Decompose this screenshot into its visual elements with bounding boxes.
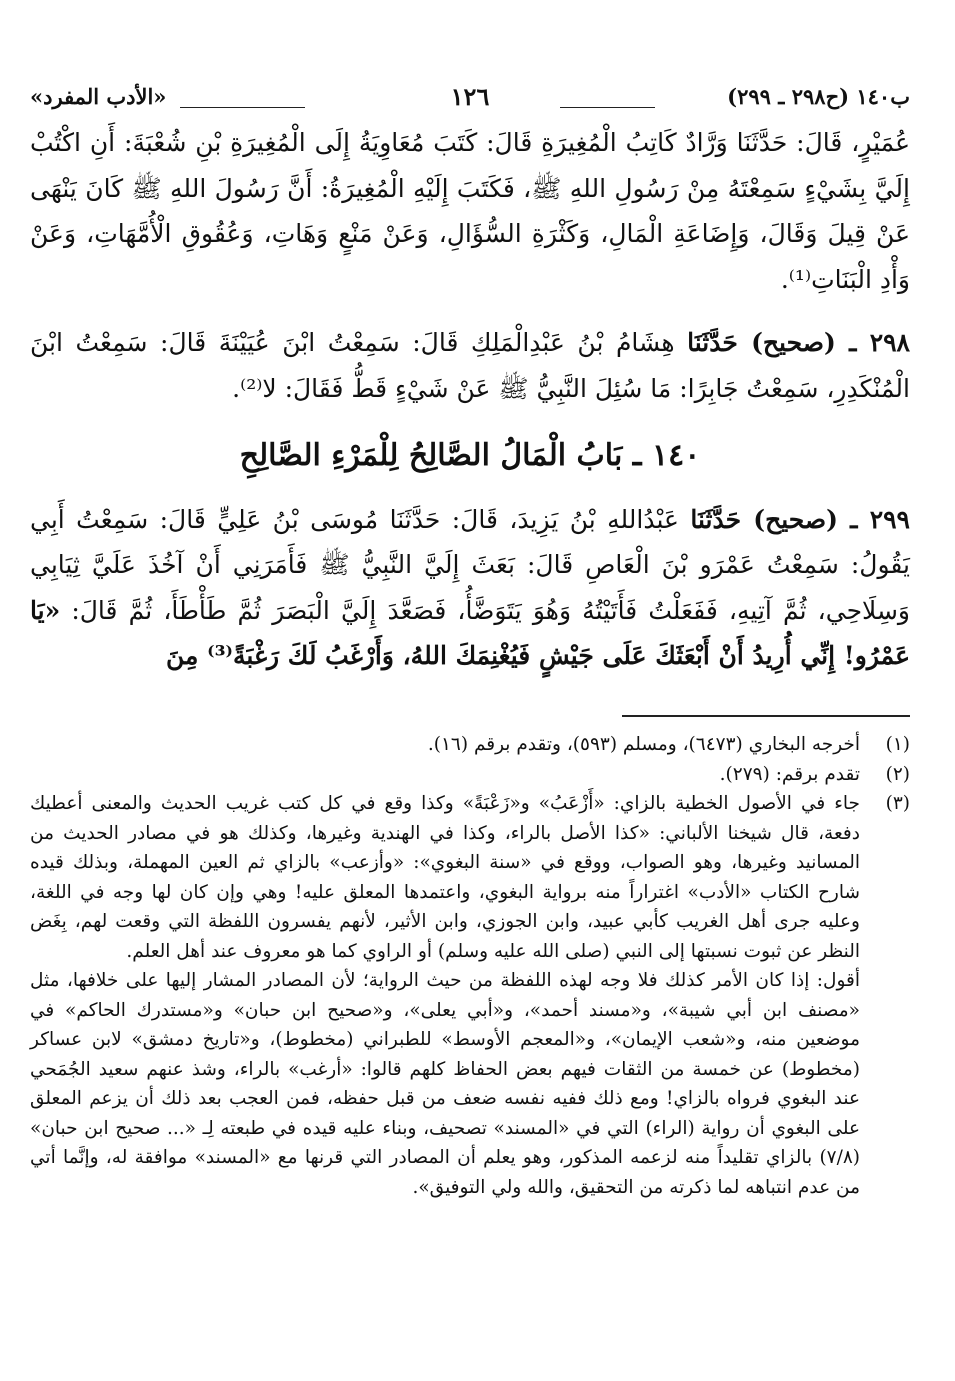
header-rule-left	[180, 107, 305, 108]
footnote-3	[30, 789, 910, 1202]
footnote-number: (٢)	[885, 763, 910, 785]
page-number: ١٢٦	[450, 82, 490, 111]
hadith-299-quote: «يَا عَمْرُو! إِنِّي أُرِيدُ أَنْ أَبْعَثَكَ عَلَى جَيْشٍ فَيُغْنِمَكَ اللهُ، وَأَرْغَبُ لَكَ رَغْبَةً⁽³⁾ مِنَ	[30, 595, 910, 670]
book-title: «الأدب المفرد»	[30, 84, 167, 109]
footnote-number: (١)	[885, 734, 910, 755]
footnote-text: جاء في الأصول الخطية بالزاي: «أَزْعَبُ» و«زَعْبَةً» وكذا وقع في كل كتب غريب الحديث والمعنى أعطيك دفعة، قال شيخنا الألباني: «كذا الأصل بالراء، وكذا في الهندية وغيرها، وكذلك هو في مصادر الحديث من المسانيد وغيرها، وهو الصواب، ووقع في «سنة البغوي»: «وأزعب» بالزاي ثم العين المهملة، وبذلك قيده شارح الكتاب «الأدب» اغتراراً منه برواية البغوي، واعتمدها المعلق عليه! وهي وإن كان لها وجه في اللغة، وعليه جرى أهل الغريب كأبي عبيد، وابن الجوزي، وابن الأثير، لأنهم يفسرون اللفظة التي وقعت لهم، بِغَض النظر عن ثبوت نسبتها إلى النبي (صلى الله عليه وسلم) أو الراوي كما هو معروف عند أهل العلم.	[30, 793, 860, 962]
page-header	[30, 80, 910, 114]
hadith-297-continuation: عُمَيْرٍ، قَالَ: حَدَّثَنَا وَرَّادٌ كَاتِبُ الْمُغِيرَةِ قَالَ: كَتَبَ مُعَاوِيَةُ إِلَى الْمُغِيرَةِ بْنِ شُعْبَةَ: أَنِ اكْتُبْ إِلَيَّ بِشَيْءٍ سَمِعْتَهُ مِنْ رَسُولِ اللهِ ﷺ، فَكَتَبَ إِلَيْهِ الْمُغِيرَةُ: أَنَّ رَسُولَ اللهِ ﷺ كَانَ يَنْهَى عَنْ قِيلَ وَقَالَ، وَإِضَاعَةِ الْمَالِ، وَكَثْرَةِ السُّؤَالِ، وَعَنْ مَنْعٍ وَهَاتِ، وَعُقُوقِ الْأُمَّهَاتِ، وَعَنْ وَأْدِ الْبَنَاتِ⁽¹⁾.	[30, 128, 910, 294]
hadith-299	[30, 497, 910, 679]
footnote-separator	[622, 715, 910, 717]
book-page	[30, 0, 910, 1381]
hadith-299-label: ٢٩٩ ـ (صحيح) حَدَّثَنَا	[690, 504, 910, 534]
hadith-299-text: عَبْدُاللهِ بْنُ يَزِيدَ، قَالَ: حَدَّثَنَا مُوسَى بْنُ عَلِيٍّ قَالَ: سَمِعْتُ أَبِي يَقُولُ: سَمِعْتُ عَمْرَو بْنَ الْعَاصِ قَالَ: بَعَثَ إِلَيَّ النَّبِيُّ ﷺ فَأَمَرَنِي أَنْ آخُذَ عَلَيَّ ثِيَابِي وَسِلَاحِي، ثُمَّ آتِيهِ، فَفَعَلْتُ فَأَتَيْتُهُ وَهُوَ يَتَوَضَّأُ، فَصَعَّدَ إِلَيَّ الْبَصَرَ ثُمَّ طَأْطَأَ، ثُمَّ قَالَ:	[30, 504, 910, 625]
section-reference: ب١٤٠ (ح٢٩٨ ـ ٢٩٩)	[727, 84, 910, 109]
footnote-2	[30, 760, 910, 790]
chapter-title: ١٤٠ ـ بَابُ الْمَالُ الصَّالِحُ لِلْمَرْءِ الصَّالِحِ	[239, 438, 701, 473]
hadith-298	[30, 320, 910, 411]
footnote-number: (٣)	[885, 793, 910, 814]
hadith-298-text: هِشَامُ بْنُ عَبْدِالْمَلِكِ قَالَ: سَمِعْتُ ابْنَ عُيَيْنَةَ قَالَ: سَمِعْتُ ابْنَ الْمُنْكَدِرِ، سَمِعْتُ جَابِرًا: مَا سُئِلَ النَّبِيُّ ﷺ عَنْ شَيْءٍ قَطُّ فَقَالَ: لا⁽²⁾.	[30, 328, 910, 403]
footnote-text: أقول: إذا كان الأمر كذلك فلا وجه لهذه اللفظة من حيث الرواية؛ لأن المصادر المشار إليها على خلافها، مثل «مصنف ابن أبي شيبة»، و«مسند أحمد»، و«أبي يعلى»، و«صحيح ابن حبان» و«مستدرك الحاكم» في موضعين منه، و«شعب الإيمان»، و«المعجم الأوسط» للطبراني (مخطوط)، و«تاريخ دمشق» لابن عساكر (مخطوط) عن خمسة من الثقات فيهم بعض الحفاظ كلهم قالوا: «أرغب» بالراء، وشذ عنهم سعيد الجُمَحي عند البغوي فرواه بالزاي! ومع ذلك ففيه نفسه ضعف من قبل حفظه، فمن العجب بعد ذلك أن يزعم المعلق على البغوي أن رواية (الراء) التي في «المسند» تصحيف، وبناء عليه قيده في طبعته لِـ «... صحيح ابن حبان» (٧/٨) بالزاي تقليداً منه لزعمه المذكور، وهو يعلم أن المصادر التي قرنها مع «المسند» موافقة له، وإنَّما أتي من عدم انتباهه لما ذكرته من التحقيق، والله ولي التوفيق».	[30, 970, 860, 1198]
footnote-text: أخرجه البخاري (٦٤٧٣)، ومسلم (٥٩٣)، وتقدم برقم (١٦).	[427, 734, 860, 755]
footnote-1	[30, 730, 910, 760]
footnote-text: تقدم برقم: (٢٧٩).	[719, 763, 860, 785]
footnotes	[30, 730, 910, 1202]
hadith-298-label: ٢٩٨ ـ (صحيح) حَدَّثَنَا	[687, 328, 910, 357]
main-text	[30, 120, 910, 679]
